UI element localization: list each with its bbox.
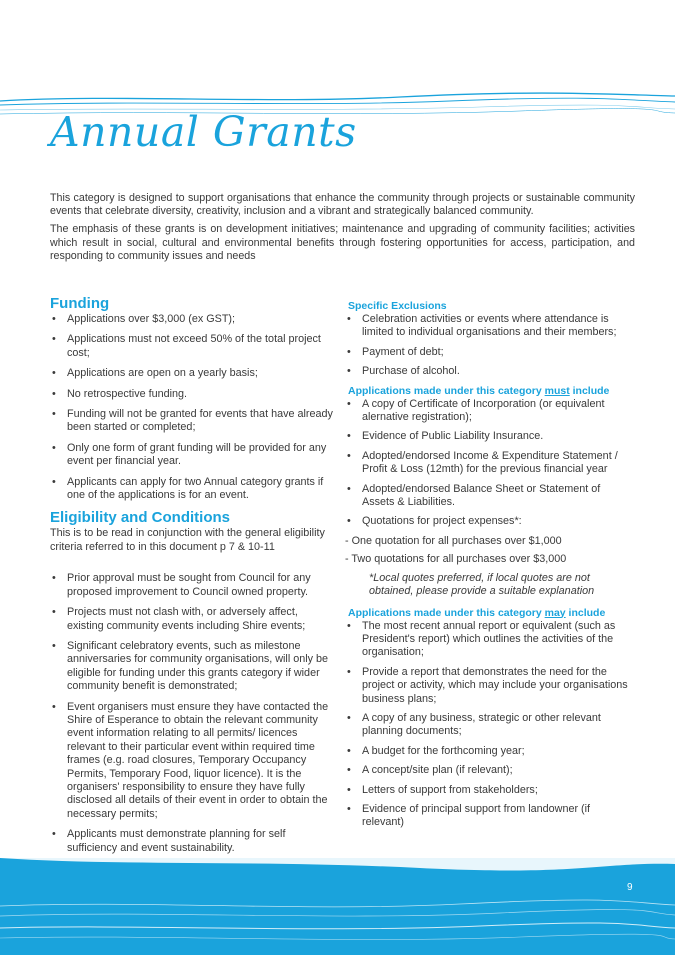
list-item: • Evidence of principal support from landowner (if relevant)	[347, 802, 591, 829]
intro-section	[50, 192, 635, 268]
list-item: • No retrospective funding.	[52, 387, 188, 400]
quotation-rule: - Two quotations for all purchases over $3,000	[345, 553, 567, 566]
page-number: 9	[627, 882, 633, 893]
list-item: • Prior approval must be sought from Council for any proposed improvement to Council owned property.	[52, 572, 311, 598]
list-item: • Applicants can apply for two Annual category grants if one of the applications is for an event.	[52, 475, 324, 502]
list-item: • Funding will not be granted for events that have already been started or completed;	[52, 408, 333, 434]
list-item: • Purchase of alcohol.	[347, 365, 460, 378]
list-item: • Payment of debt;	[347, 345, 444, 358]
must-include-heading: Applications made under this category must include	[348, 384, 610, 397]
list-item: • Letters of support from stakeholders;	[347, 783, 538, 796]
list-item: • Only one form of grant funding will be provided for any event per financial year.	[52, 441, 327, 468]
list-item: • A copy of Certificate of Incorporation (or equivalent alernative registration);	[347, 397, 605, 424]
funding-heading: Funding	[50, 295, 110, 312]
list-item: • Applications must not exceed 50% of the total project cost;	[52, 333, 321, 359]
list-item: • Significant celebratory events, such as milestone anniversaries for community organisations, will only be eligible for funding under this grants category if wider community benefit is demonstrated;	[52, 639, 329, 693]
list-item: • Projects must not clash with, or adversely affect, existing community events including Shire events;	[52, 606, 306, 632]
intro-paragraph: This category is designed to support organisations that enhance the community through projects or sustainable community events that celebrate diversity, creativity, inclusion and a vibrant and strategically balanced community.	[50, 192, 635, 218]
may-include-list	[345, 620, 635, 830]
list-item: • Adopted/endorsed Income & Expenditure Statement / Profit & Loss (12mth) for the previous financial year	[347, 449, 618, 476]
list-item: • Provide a report that demonstrates the need for the project or activity, which may include your organisations business plans;	[347, 665, 628, 705]
eligibility-list	[50, 572, 336, 855]
eligibility-intro: This is to be read in conjunction with the general eligibility criteria referred to in this document p 7 & 10-11	[50, 527, 325, 553]
list-item: • Adopted/endorsed Balance Sheet or Statement of Assets & Liabilities.	[347, 482, 601, 509]
may-include-heading: Applications made under this category may include	[348, 606, 606, 619]
list-item: • Event organisers must ensure they have contacted the Shire of Esperance to obtain the relevant community event information relating to all permits/ licences relevant to their particular event within required time frames (e.g. road closures, Temporary Occupancy Permits, Temporary Food, liquor licence). It is the organisers' responsibility to ensure they have fully disclosed all details of their event in order to obtain the necessary permits;	[52, 700, 329, 820]
funding-list	[50, 313, 336, 502]
intro-paragraph: The emphasis of these grants is on development initiatives; maintenance and upgrading of community facilities; activities which result in social, cultural and environmental benefits through fostering opportunities for access, participation, and responding to community issues and needs	[50, 223, 635, 262]
left-column	[50, 295, 336, 862]
list-item: • A budget for the forthcoming year;	[347, 744, 525, 757]
right-column	[345, 300, 635, 836]
exclusions-heading: Specific Exclusions	[348, 300, 447, 312]
list-item: • The most recent annual report or equivalent (such as President's report) which outlines the activities of the organisation;	[347, 619, 616, 659]
list-item: • Celebration activities or events where attendance is limited to individual organisations and their members;	[347, 313, 617, 339]
list-item: • Applicants must demonstrate planning for self sufficiency and event sustainability.	[52, 828, 286, 854]
quotation-note: *Local quotes preferred, if local quotes are not obtained, please provide a suitable explanation	[369, 571, 595, 598]
page-title: Annual Grants	[50, 108, 357, 156]
exclusions-list	[345, 313, 635, 379]
list-item: • Evidence of Public Liability Insurance.	[347, 430, 544, 443]
footer-band	[0, 858, 675, 955]
list-item: • Quotations for project expenses*:	[347, 515, 522, 528]
list-item: • Applications are open on a yearly basis;	[52, 367, 258, 380]
footer-wave-lines	[0, 858, 675, 955]
list-item: • Applications over $3,000 (ex GST);	[52, 313, 236, 325]
list-item: • A concept/site plan (if relevant);	[347, 764, 513, 777]
must-include-list	[345, 398, 635, 529]
list-item: • A copy of any business, strategic or other relevant planning documents;	[347, 711, 601, 738]
eligibility-heading: Eligibility and Conditions	[50, 509, 230, 527]
quotation-rule: - One quotation for all purchases over $1,000	[345, 534, 562, 547]
